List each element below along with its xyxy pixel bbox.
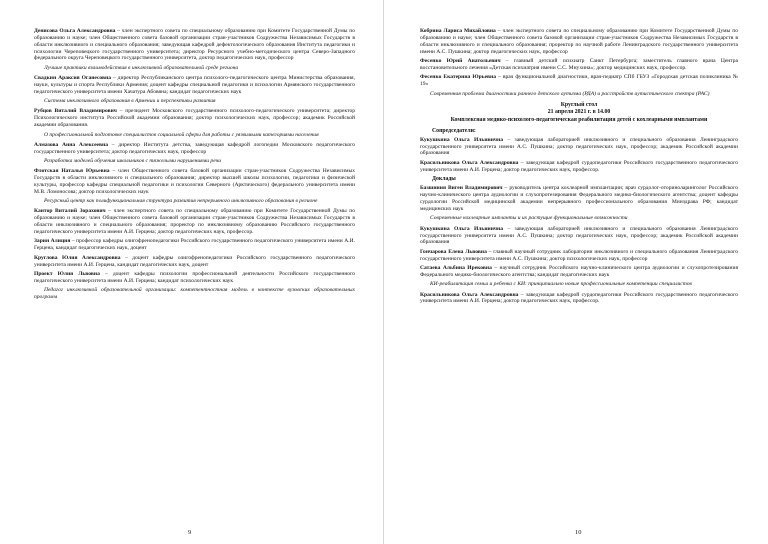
speaker-description: – доцент кафедры психологии профессиональной деятельности Российского государственного педагогического университета имени А.И. Герцена; кандидат психологических наук xyxy=(34,271,355,284)
speaker-description: – директор Института детства, заведующая кафедрой логопедии Московского педагогического государственного университета; доктор педагогических наук, профессор xyxy=(34,141,356,155)
speaker-description: – заведующая кафедрой сурдопедагогики Российского государственного педагогического университета имени А.И. Герцена; доктор педагогических наук, профессор. xyxy=(420,159,738,173)
speaker-description: – директор Республиканского центра психолого-педагогического центра Министерства образования, науки, культуры и спорта Республики Армения; доцент кафедры специальной педагогики и психологии Армянского государственного педагогического университета имени Хачатура Абовяна; кандидат педагогических наук xyxy=(34,75,355,95)
speaker-description: – заведующая лабораторией инклюзивного и специального образования Ленинградского государственного университета имени А.С. Пушкина; доктор педагогических наук, профессор; академик Российской академии образования xyxy=(420,225,738,246)
talk-topic: Система инклюзивного образования в Армении и перспективы развития xyxy=(44,98,216,105)
speaker-description: – доцент кафедры олигофренопедагогики Российского государственного педагогического университета имени А.И. Герцена, кандидат педагогических наук, доцент xyxy=(34,254,355,268)
speaker-name: Круглова Юлия Александровна xyxy=(34,254,121,261)
talk-topic: Лучшие практики взаимодействия в инклюзивной образовательной среде региона xyxy=(44,64,239,71)
speaker-entry xyxy=(34,108,355,129)
speaker-name: Красильникова Ольга Александровна xyxy=(420,159,519,166)
speaker-name: Флотская Наталья Юрьевна xyxy=(34,168,110,175)
talk-topic: Разработка моделей обучения школьников с тяжелыми нарушениями речи xyxy=(44,158,222,165)
talk-topic: Педагог инклюзивной образовательной организации: компетентностная модель в контексте вузовских образовательных программ xyxy=(34,287,355,301)
talk-topic: О профессиональной подготовке специалистов социальной сферы для работы с уязвимыми категориями населения xyxy=(44,131,319,138)
section-subheading: Сопредседатели: xyxy=(432,127,476,134)
speaker-name: Гончарова Елена Львовна xyxy=(420,248,487,255)
speaker-entry xyxy=(420,185,738,212)
speaker-entry xyxy=(420,226,738,247)
speaker-description: – член экспертного совета по специальному образованию при Комитете Государственной Думы по образованию и науке; член Общественного совета базовой организации стран-участников Содружества Независимых Государств в области инклюзивного и специального образования; проректор по научной работе Ленинградского государственного университета имени А.С. Пушкина; доктор педагогических наук, профессор xyxy=(420,28,738,55)
speaker-name: Сатаева Альбина Ирековна xyxy=(420,265,492,272)
section-subheading: Доклады xyxy=(432,176,456,183)
speaker-entry xyxy=(34,28,355,62)
speaker-name: Зарин Алиция xyxy=(34,238,71,245)
speaker-name: Фесенко Юрий Анатольевич xyxy=(420,57,501,64)
speaker-entry xyxy=(420,249,738,263)
page-number-right: 10 xyxy=(575,529,582,536)
speaker-description: – профессор кафедры олигофренопедагогики Российского государственного педагогического университета имени А.И. Герцена, кандидат педагогических наук, доцент xyxy=(34,238,355,252)
left-page-content xyxy=(34,28,355,301)
speaker-name: Кукушкина Ольга Ильинична xyxy=(420,225,504,232)
speaker-entry xyxy=(34,208,355,235)
speaker-description: – президент Московского государственного психолого-педагогического университета; директор Психологического института Российской академии образования; доктор психологических наук, профессор; академик Российской академии образования. xyxy=(34,108,356,129)
speaker-entry xyxy=(420,292,738,306)
speaker-entry xyxy=(34,168,355,195)
speaker-entry xyxy=(420,58,738,72)
speaker-name: Базшиния Виген Владимирович xyxy=(420,185,503,192)
talk-topic: Современная проблема диагностики раннего детского аутизма (РДА) и расстройств аутистического спектра (РАС) xyxy=(430,90,710,97)
speaker-entry xyxy=(34,75,355,96)
speaker-name: Красильникова Ольга Александровна xyxy=(420,291,519,298)
page-number-left: 9 xyxy=(188,529,192,536)
speaker-entry xyxy=(420,160,738,174)
speaker-entry xyxy=(34,142,355,156)
speaker-description: – главный научный сотрудник лаборатории инклюзивного и специального образования Ленинградского государственного университета имени А.С. Пушкина; доктор психологических наук, профессор xyxy=(420,248,738,262)
speaker-name: Рубцов Виталий Владимирович xyxy=(34,108,117,115)
speaker-entry xyxy=(34,255,355,269)
speaker-name: Кобрина Лариса Михайловна xyxy=(420,28,496,34)
talk-topic: Ресурсный центр как полифункциональная структура развития непрерывного инклюзивного образования в регионе xyxy=(44,198,318,205)
speaker-entry xyxy=(34,238,355,252)
talk-topic: КИ-реабилитация семьи и ребенка с КИ: принципиально новые профессиональные компетенции специалистов xyxy=(430,281,692,288)
talk-topic: Современные кохлеарные импланты и их растущие функциональные возможности xyxy=(430,215,628,222)
speaker-name: Кантор Виталий Зорахович xyxy=(34,208,106,215)
speaker-entry xyxy=(420,137,738,158)
speaker-name: Фесенко Екатерина Юрьевна xyxy=(420,74,497,81)
right-page xyxy=(384,0,768,544)
speaker-description: – научный сотрудник Российского научно-клинического центра аудиологии и слухопротезирования Федерального медико-биологического агентства; кандидат педагогических наук xyxy=(420,265,739,278)
speaker-name: Денисова Ольга Александровна xyxy=(34,28,116,34)
speaker-description: – член экспертного совета по специальному образованию при Комитете Государственной Думы по образованию и науке; член Общественного совета базовой организации стран-участников Содружества Независимых Государств в области инклюзивного и специального образования; проректор по инклюзивному образованию Российского государственного педагогического университета имени А.И. Герцена; доктор педагогических наук, профессор. xyxy=(34,208,356,236)
speaker-entry xyxy=(34,271,355,285)
speaker-name: Алмазова Анна Алексеевна xyxy=(34,141,108,148)
speaker-description: – заведующая кафедрой сурдопедагогики Российского государственного педагогического университета имени А.И. Герцена; доктор педагогических наук, профессор. xyxy=(420,291,738,305)
speaker-entry xyxy=(420,265,738,279)
speaker-description: – член экспертного совета по специальному образованию при Комитете Государственной Думы по образованию и науке; член Общественного совета базовой организации стран-участников Содружества Независимых Государств в области инклюзивного и специального образования; заведующая кафедрой дефектологического образования Института педагогики и психологии Череповецкого государственного университета; директор Ресурсного учебно-методического центра Северо-Западного федерального округа Череповецкого государственного университета, доктор педагогических наук, профессор xyxy=(34,28,355,62)
round-table-heading: Круглый стол 21 апреля 2021 г. в 14.00 Комплексная медико-психолого-педагогическая реабилитация детей с кохлеарными имплантами xyxy=(450,102,708,123)
speaker-name: Свадкин Араксия Оганесовна xyxy=(34,75,112,82)
speaker-description: – главный детский психиатр Санкт Петербурга; заместитель главного врача Центра восстановительного лечения «Детская психиатрия имени С.С. Мнухина»; доктор медицинских наук, профессор. xyxy=(420,57,739,71)
right-page-content xyxy=(420,28,738,305)
speaker-entry xyxy=(420,28,738,55)
speaker-description: – врач функциональной диагностики, врач-педиатр СПб ГБУЗ «Городская детская поликлиника № 19» xyxy=(420,74,738,88)
speaker-name: Проект Юлия Львовна xyxy=(34,271,100,278)
speaker-name: Кукушкина Ольга Ильинична xyxy=(420,136,504,143)
speaker-entry xyxy=(420,74,738,88)
speaker-description: – заведующая лабораторией инклюзивного и специального образования Ленинградского государственного университета имени А.С. Пушкина; доктор педагогических наук, профессор; академик Российской академии образования xyxy=(420,136,738,157)
speaker-description: – член Общественного совета базовой организации стран-участников Содружества Независимых Государств в области инклюзивного и специального образования; директор высшей школы психологии, педагогики и физической культуры, профессор кафедры специальной педагогики и психологии Северного (Арктического) федерального университета имени М.В. Ломоносова; доктор психологических наук xyxy=(34,168,355,195)
speaker-description: – руководитель центра кохлеарной имплантации; врач сурдолог-оториноларинголог Российского научно-клинического центра аудиологии и слухопротезирования Федерального медико-биологического агентства; доцент кафедры сурдологии Российской медицинской академии непрерывного профессионального образования Минздрава РФ; кандидат медицинских наук xyxy=(420,185,738,212)
